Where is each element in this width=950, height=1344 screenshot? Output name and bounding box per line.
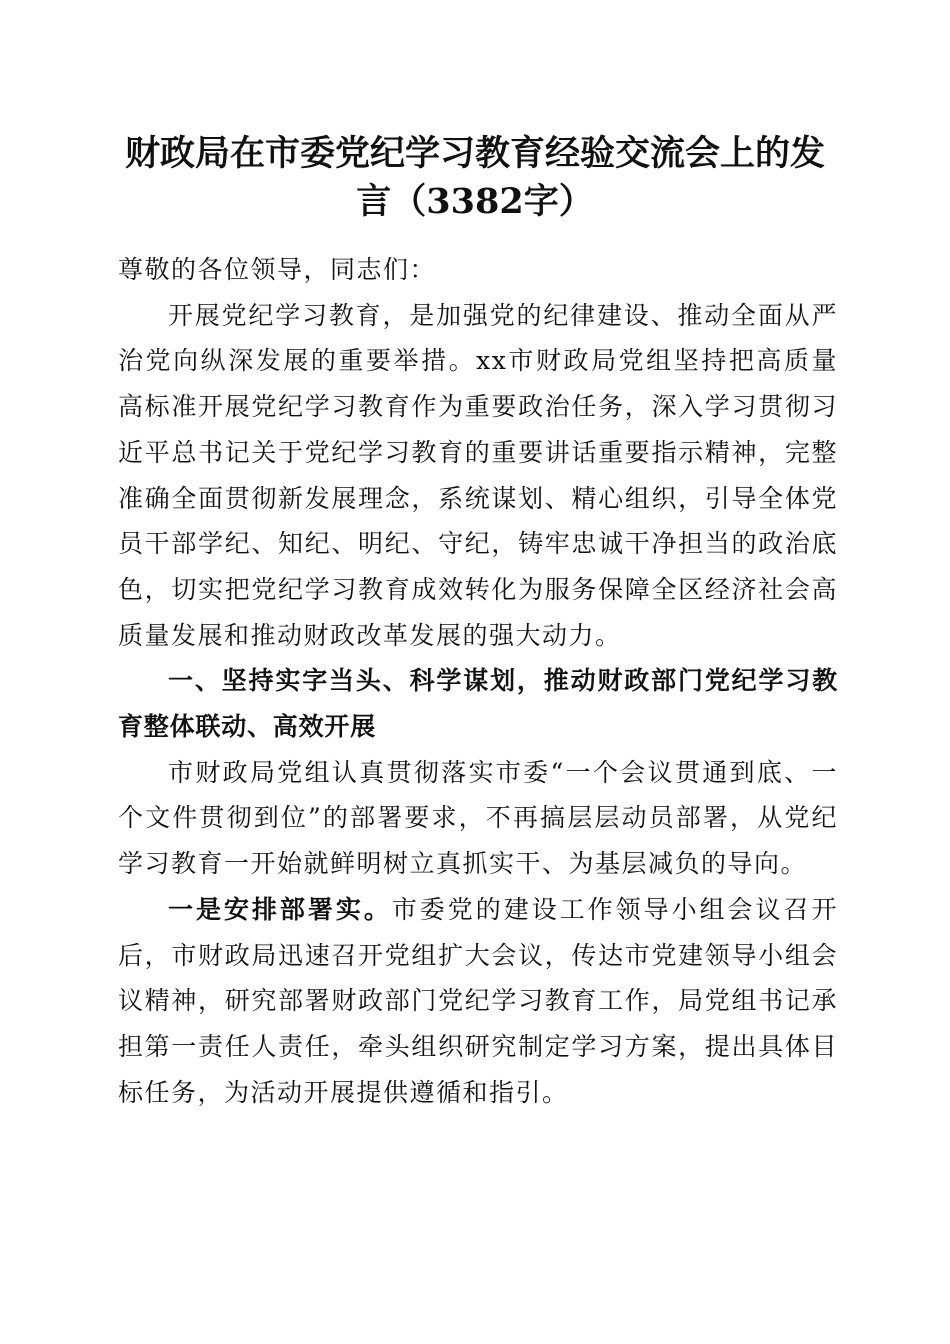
section1-item-1 xyxy=(118,887,838,1116)
document-body xyxy=(118,247,838,1115)
salutation: 尊敬的各位领导，同志们： xyxy=(118,255,437,284)
item-text: 市委党的建设工作领导小组会议召开后，市财政局迅速召开党组扩大会议，传达市党建领导小组会议精神，研究部署财政部门党纪学习教育工作，局党组书记承担第一责任人责任，牵头组织研究制定学习方案，提出具体目标任务，为活动开展提供遵循和指引。 xyxy=(118,894,838,1107)
intro-paragraph: 开展党纪学习教育，是加强党的纪律建设、推动全面从严治党向纵深发展的重要举措。xx市财政局党组坚持把高质量高标准开展党纪学习教育作为重要政治任务，深入学习贯彻习近平总书记关于党纪学习教育的重要讲话重要指示精神，完整准确全面贯彻新发展理念，系统谋划、精心组织，引导全体党员干部学纪、知纪、明纪、守纪，铸牢忠诚干净担当的政治底色，切实把党纪学习教育成效转化为服务保障全区经济社会高质量发展和推动财政改革发展的强大动力。 xyxy=(118,300,838,650)
document-title: 财政局在市委党纪学习教育经验交流会上的发言（3382字） xyxy=(124,133,825,222)
section1-paragraph-1: 市财政局党组认真贯彻落实市委“一个会议贯通到底、一个文件贯彻到位”的部署要求，不再搞层层动员部署，从党纪学习教育一开始就鲜明树立真抓实干、为基层减负的导向。 xyxy=(118,757,838,879)
section-heading-1: 一、坚持实字当头、科学谋划，推动财政部门党纪学习教育整体联动、高效开展 xyxy=(118,666,838,742)
item-lead: 一是安排部署实。 xyxy=(168,894,392,924)
